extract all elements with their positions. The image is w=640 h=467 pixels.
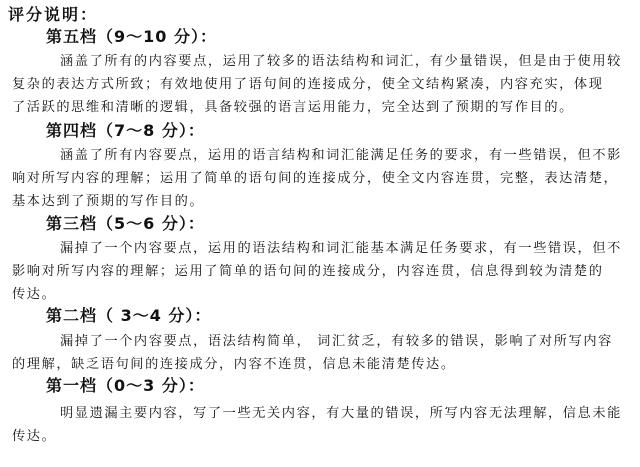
tier-title-5: 第五档（9～10 分）： <box>46 27 217 46</box>
tier-5-line-3: 了活跃的思维和清晰的逻辑，具备较强的语言运用能力，完全达到了预期的写作目的。 <box>12 100 574 115</box>
tier-1-line-1: 明显遗漏主要内容，写了一些无关内容，有大量的错误，所写内容无法理解，信息未能 <box>60 406 622 421</box>
tier-2-line-2: 的理解，缺乏语句间的连接成分，内容不连贯，信息未能清楚传达。 <box>12 357 456 372</box>
tier-5-line-1: 涵盖了所有的内容要点，运用了较多的语法结构和词汇，有少量错误，但是由于使用较 <box>60 54 622 69</box>
tier-title-4: 第四档（7～8 分）： <box>46 121 205 140</box>
tier-title-2: 第二档（ 3～4 分）： <box>46 306 212 325</box>
tier-3-line-1: 漏掉了一个内容要点，运用的语法结构和词汇能基本满足任务要求，有一些错误，但不 <box>60 241 622 256</box>
tier-2-line-1: 漏掉了一个内容要点，语法结构简单， 词汇贫乏，有较多的错误，影响了对所写内容 <box>60 334 613 349</box>
tier-5-line-2: 复杂的表达方式所致；有效地使用了语句间的连接成分，使全文结构紧凑，内容充实，体现 <box>12 77 604 92</box>
tier-title-1: 第一档（0～3 分）： <box>46 376 205 395</box>
tier-4-line-2: 响对所写内容的理解；运用了简单的语句间的连接成分，使全文内容连贯，完整，表达清楚， <box>12 171 619 186</box>
tier-3-line-3: 传达。 <box>12 287 57 302</box>
tier-3-line-2: 影响对所写内容的理解；运用了简单的语句间的连接成分，内容连贯，信息得到较为清楚的 <box>12 264 604 279</box>
tier-title-3: 第三档（5～6 分）： <box>46 214 205 233</box>
tier-1-line-2: 传达。 <box>12 429 57 444</box>
tier-4-line-3: 基本达到了预期的写作目的。 <box>12 194 205 209</box>
doc-heading: 评分说明： <box>8 5 99 24</box>
tier-4-line-1: 涵盖了所有内容要点，运用的语言结构和词汇能满足任务的要求，有一些错误，但不影 <box>60 148 622 163</box>
